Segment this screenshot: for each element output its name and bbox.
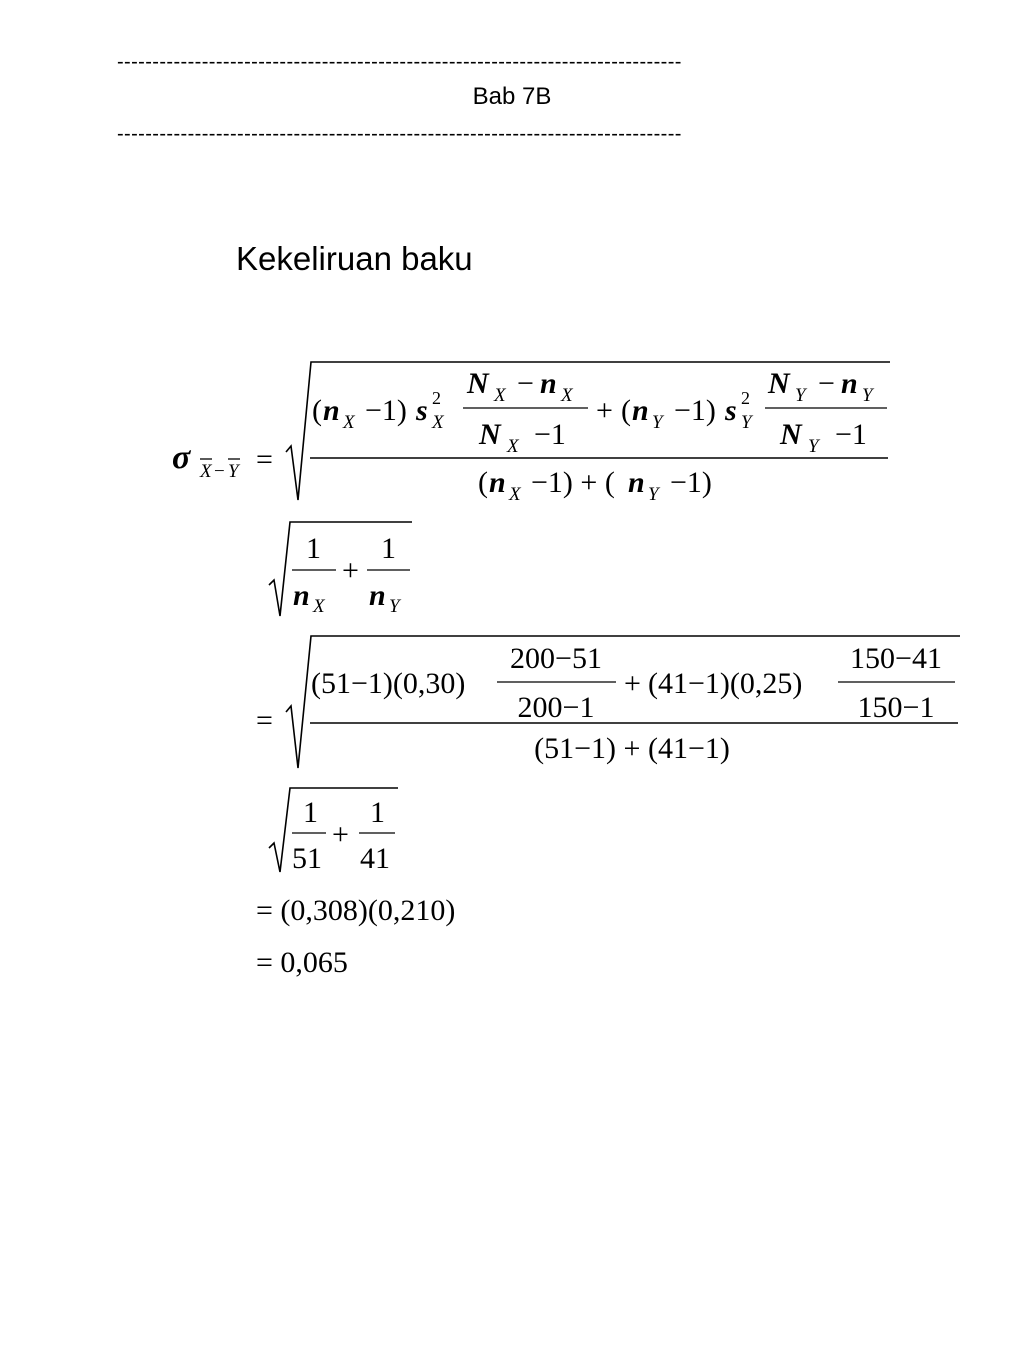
svg-text:X: X bbox=[432, 412, 444, 433]
svg-text:51: 51 bbox=[292, 842, 322, 875]
svg-text:−1): −1) bbox=[674, 394, 716, 427]
sub-term-y-prefix: (41−1)(0,25) bbox=[648, 667, 803, 700]
svg-text:−1: −1 bbox=[835, 418, 867, 451]
sub-factor bbox=[269, 788, 398, 875]
svg-text:−1: −1 bbox=[534, 418, 566, 451]
svg-text:2: 2 bbox=[741, 388, 750, 408]
result-value: = 0,065 bbox=[256, 946, 348, 979]
section-title: Kekeliruan baku bbox=[236, 240, 473, 277]
svg-text:Y: Y bbox=[741, 412, 752, 433]
svg-text:=: = bbox=[256, 443, 273, 476]
svg-text:(: ( bbox=[478, 466, 488, 499]
svg-text:n: n bbox=[632, 394, 649, 427]
svg-text:n: n bbox=[628, 466, 645, 499]
svg-text:n: n bbox=[540, 367, 557, 400]
svg-text:N: N bbox=[467, 367, 489, 400]
svg-text:−1): −1) bbox=[365, 394, 407, 427]
formula-lhs bbox=[172, 439, 273, 482]
svg-text:+: + bbox=[596, 394, 613, 427]
svg-text:+: + bbox=[342, 554, 359, 587]
general-denominator bbox=[478, 466, 712, 505]
sub-term-x-num: 200−51 bbox=[510, 642, 602, 675]
header-rule-top: -------------------------------------------------------------------------------- bbox=[117, 52, 682, 72]
svg-text:s: s bbox=[725, 394, 737, 427]
svg-text:σ: σ bbox=[172, 439, 191, 476]
svg-text:X: X bbox=[343, 412, 355, 433]
svg-text:(: ( bbox=[312, 394, 322, 427]
svg-text:−1): −1) bbox=[670, 466, 712, 499]
svg-text:X: X bbox=[507, 436, 519, 457]
svg-text:41: 41 bbox=[360, 842, 390, 875]
svg-text:=: = bbox=[256, 704, 273, 737]
svg-text:(: ( bbox=[621, 394, 631, 427]
header-rule-bottom: -------------------------------------------------------------------------------- bbox=[117, 124, 682, 144]
svg-text:2: 2 bbox=[432, 388, 441, 408]
svg-text:Y: Y bbox=[228, 461, 239, 482]
sub-term-y-den: 150−1 bbox=[857, 691, 935, 724]
svg-text:−: − bbox=[517, 367, 534, 400]
svg-text:n: n bbox=[293, 579, 310, 612]
sub-denominator: (51−1) + (41−1) bbox=[534, 732, 730, 765]
sub-term-x-prefix: (51−1)(0,30) bbox=[311, 667, 466, 700]
svg-text:n: n bbox=[323, 394, 340, 427]
svg-text:X: X bbox=[509, 484, 521, 505]
svg-text:n: n bbox=[489, 466, 506, 499]
svg-text:−: − bbox=[214, 461, 225, 482]
svg-text:1: 1 bbox=[303, 796, 318, 829]
svg-text:Y: Y bbox=[389, 596, 400, 617]
svg-text:1: 1 bbox=[370, 796, 385, 829]
general-factor bbox=[269, 522, 412, 617]
svg-text:X: X bbox=[561, 385, 573, 406]
svg-text:Y: Y bbox=[795, 385, 806, 406]
svg-text:+: + bbox=[624, 667, 641, 700]
svg-text:−1) + (: −1) + ( bbox=[531, 466, 615, 499]
svg-text:n: n bbox=[841, 367, 858, 400]
chapter-heading: Bab 7B bbox=[472, 83, 552, 110]
general-term-y bbox=[621, 367, 887, 457]
svg-text:N: N bbox=[479, 418, 501, 451]
svg-text:n: n bbox=[369, 579, 386, 612]
svg-text:Y: Y bbox=[648, 484, 659, 505]
sub-term-x-den: 200−1 bbox=[517, 691, 595, 724]
svg-text:+: + bbox=[332, 818, 349, 851]
svg-text:N: N bbox=[780, 418, 802, 451]
svg-text:Y: Y bbox=[808, 436, 819, 457]
svg-text:1: 1 bbox=[306, 532, 321, 565]
svg-text:−: − bbox=[818, 367, 835, 400]
svg-text:Y: Y bbox=[862, 385, 873, 406]
step-product: = (0,308)(0,210) bbox=[256, 894, 456, 927]
general-term-x bbox=[312, 367, 588, 457]
sub-term-y-num: 150−41 bbox=[850, 642, 942, 675]
svg-text:X: X bbox=[494, 385, 506, 406]
svg-text:Y: Y bbox=[652, 412, 663, 433]
svg-text:X: X bbox=[200, 461, 212, 482]
svg-text:1: 1 bbox=[381, 532, 396, 565]
svg-text:s: s bbox=[416, 394, 428, 427]
svg-text:N: N bbox=[768, 367, 790, 400]
svg-text:X: X bbox=[313, 596, 325, 617]
